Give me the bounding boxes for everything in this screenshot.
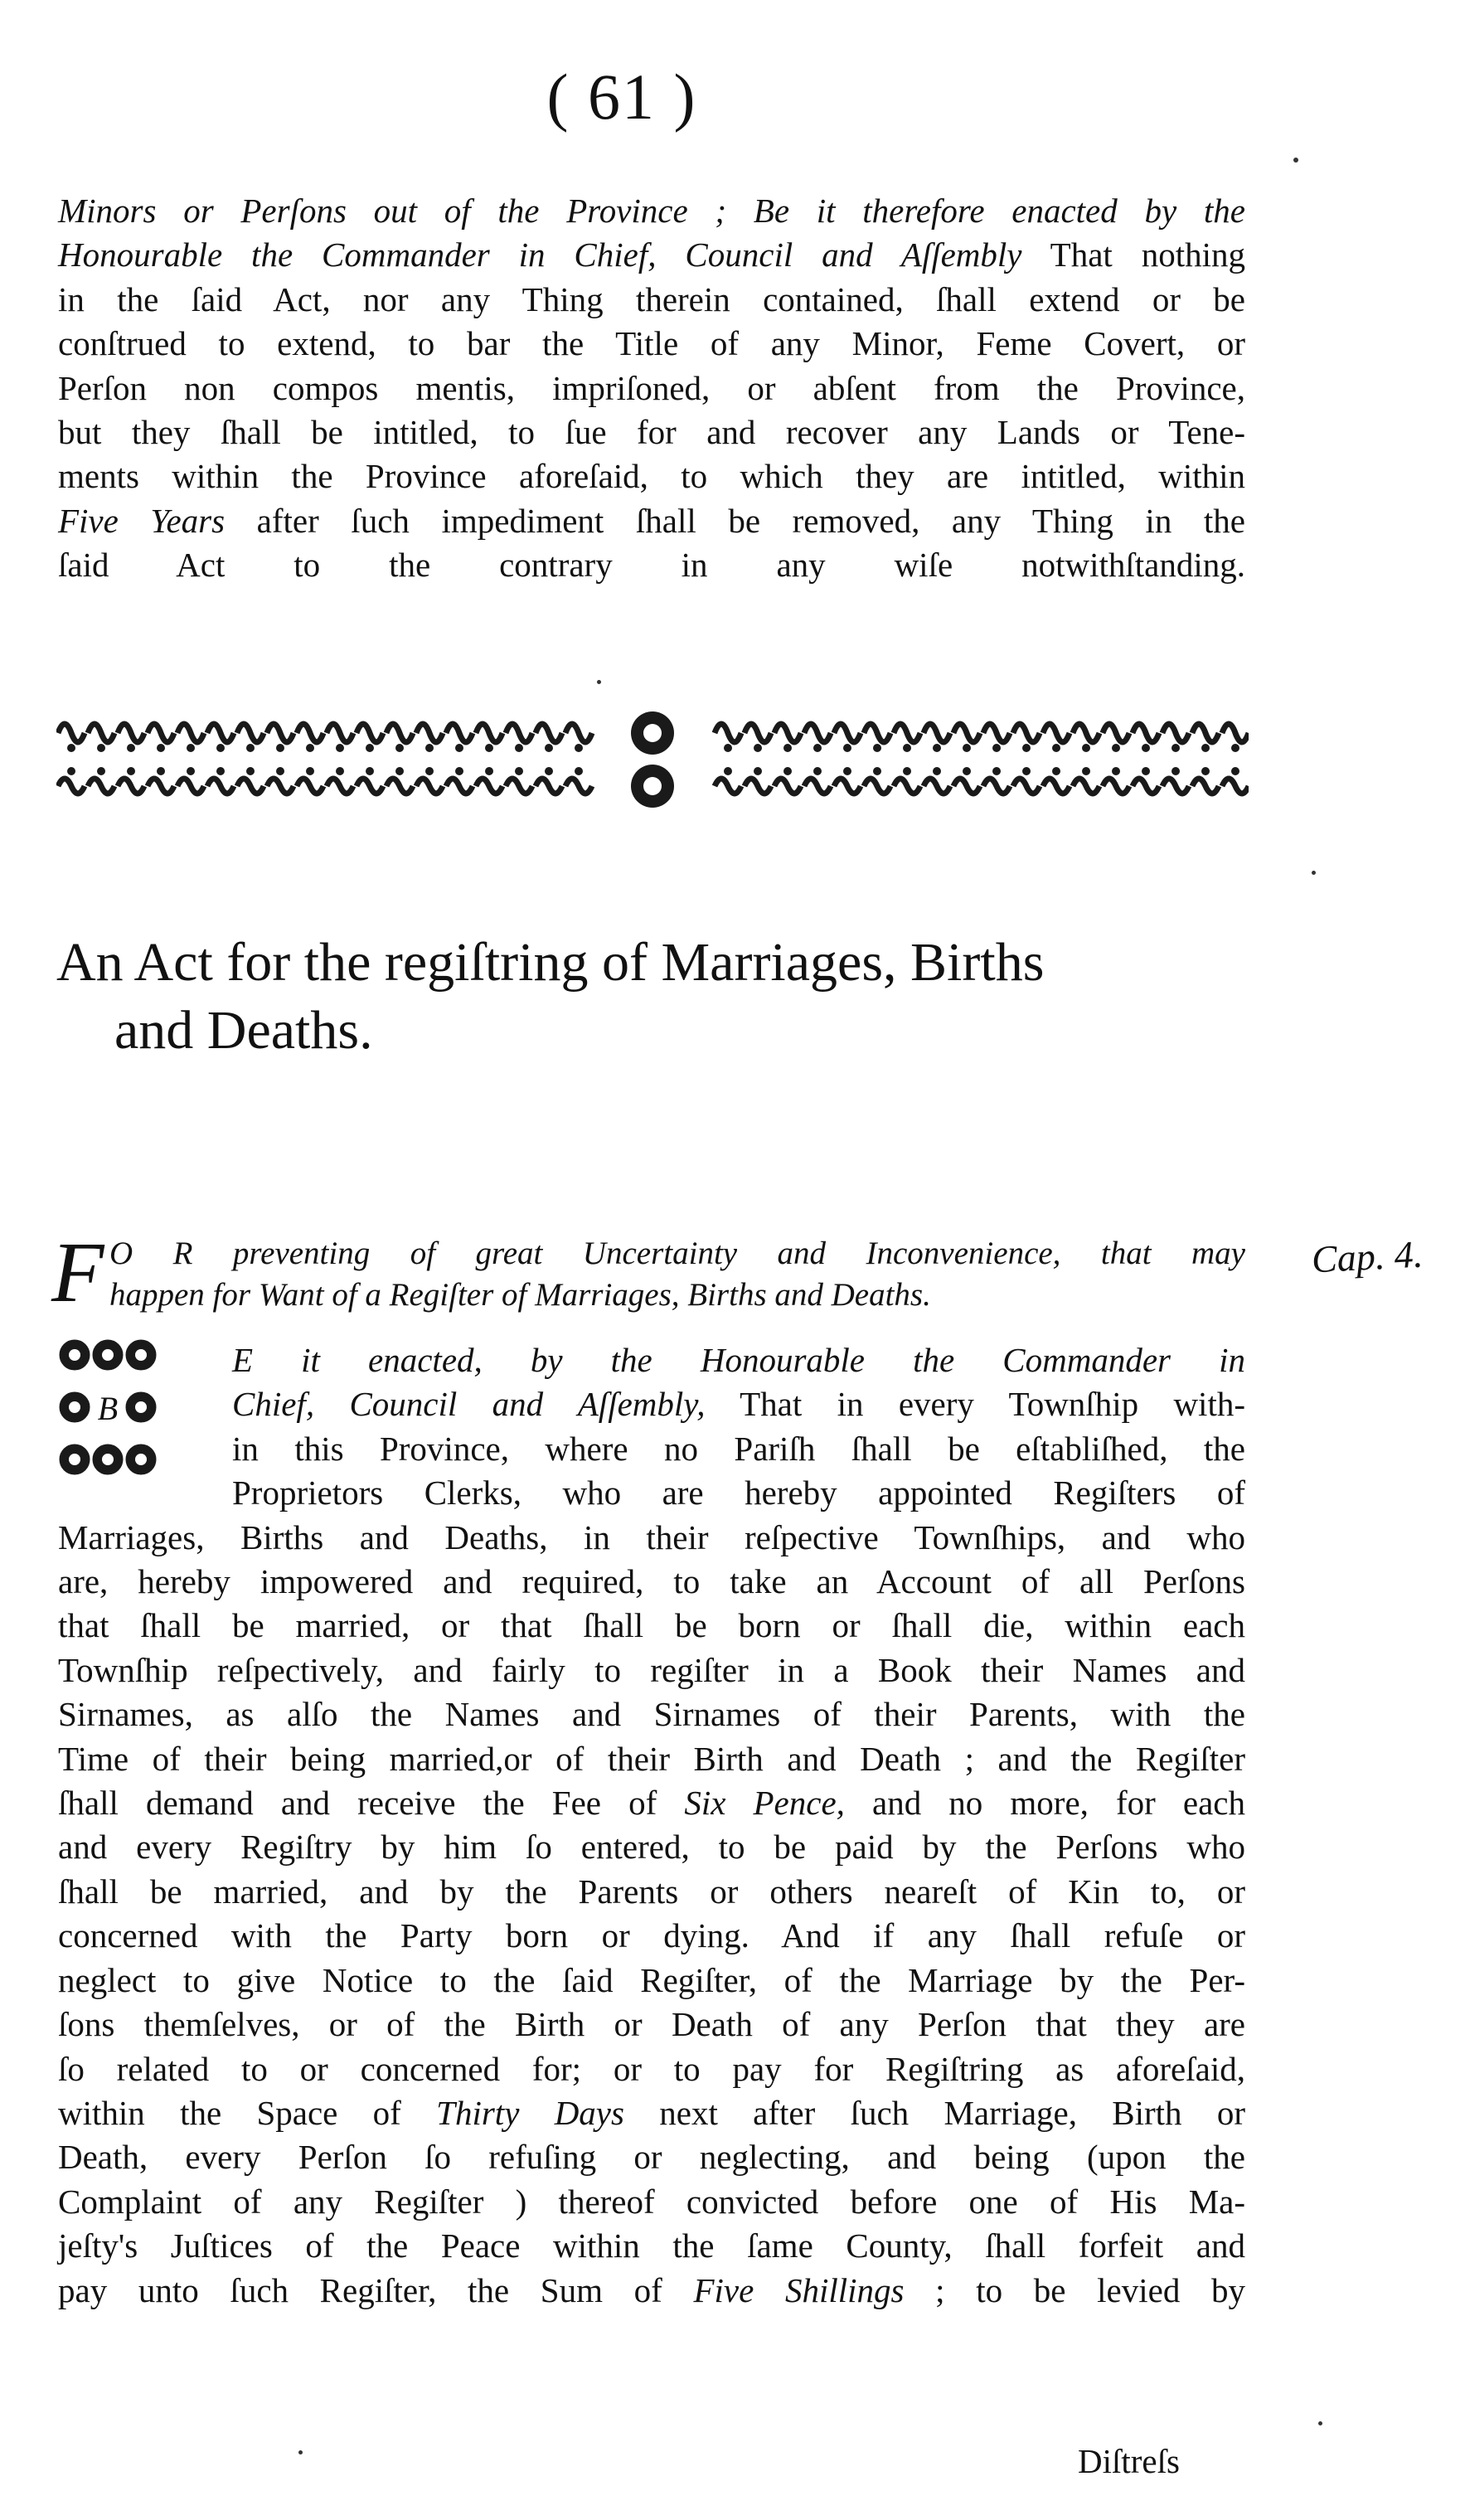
text-line [58, 367, 1245, 410]
ornament-dot [1082, 744, 1090, 752]
text-line [58, 1427, 1245, 1471]
preamble-line-1: O R preventing of great Uncertainty and Inconvenience, that may [109, 1236, 1245, 1271]
ornament-scroll [1073, 724, 1099, 742]
ornament-dot [67, 767, 75, 775]
text-line [58, 233, 1245, 277]
text-run: pay unto ſuch Regiſter, the Sum of [58, 2270, 694, 2309]
ornament-dot [992, 767, 1001, 775]
text-run: Five Shillings [693, 2270, 905, 2309]
text-run: jeſty's Juſtices of the Peace within the ſame County, ſhall forfeit and [58, 2226, 1245, 2265]
text-line [58, 278, 1245, 322]
ornament-dot [276, 744, 284, 752]
enacting-initial: B [97, 1390, 119, 1427]
text-run: in the ſaid Act, nor any Thing therein contained, ſhall extend or be [58, 279, 1245, 318]
ornament-dot [754, 744, 762, 752]
ink-speck [1312, 871, 1316, 875]
ornament-scroll [416, 724, 443, 742]
text-run: concerned with the Party born or dying. And if any ſhall refuſe or [58, 1916, 1245, 1955]
ornament-scroll [894, 724, 920, 742]
ornament-dot [216, 744, 225, 752]
text-line [58, 2047, 1245, 2091]
ornament-scroll [745, 724, 771, 742]
ornament-dot [1201, 744, 1210, 752]
ornament-center-eye [643, 724, 662, 742]
ornament-dot [455, 767, 463, 775]
ornament-scroll [267, 779, 293, 794]
ornament-dot [843, 767, 851, 775]
ornament-dot [127, 744, 135, 752]
ornament-scroll [58, 724, 85, 742]
text-run: ments within the Province aforeſaid, to which they are intitled, within [58, 457, 1245, 496]
ornament-scroll [357, 724, 383, 742]
margin-note: Cap. 4. [1310, 1232, 1424, 1281]
catchword: Diſtreſs [1078, 2442, 1180, 2480]
text-line [58, 1516, 1245, 1560]
ornament-dot [843, 744, 851, 752]
text-run: Marriages, Births and Deaths, in their reſpective Townſhips, and who [58, 1517, 1245, 1556]
ornament-scroll [834, 724, 861, 742]
ornament-dot [336, 767, 344, 775]
ornament-scroll [1222, 724, 1249, 742]
ornament-dot [873, 744, 881, 752]
ornament-scroll [715, 724, 741, 742]
ornament-scroll [924, 724, 950, 742]
ornament-scroll [953, 724, 980, 742]
ornament-scroll [565, 779, 592, 794]
ornament-dot [724, 767, 732, 775]
text-run: Complaint of any Regiſter ) thereof convicted before one of His Ma- [58, 2182, 1245, 2221]
ornament-dot [903, 744, 911, 752]
text-line [58, 1781, 1245, 1825]
ornament-scroll [565, 724, 592, 742]
text-line [58, 2135, 1245, 2179]
ink-speck [298, 2450, 303, 2454]
ornament-dot [67, 744, 75, 752]
ornament-dot [1082, 767, 1090, 775]
ornament-dot [1201, 767, 1210, 775]
text-line [58, 543, 1245, 587]
text-run: are, hereby impowered and required, to take an Account of all Perſons [58, 1562, 1245, 1601]
ornament-dot [425, 744, 434, 752]
text-run: Five Years [58, 501, 226, 540]
text-run: Chief, Council and Aſſembly, [232, 1385, 706, 1424]
text-run: next after ſuch Marriage, Birth or [623, 2093, 1246, 2132]
preamble-line-2: happen for Want of a Regiſter of Marriages, Births and Deaths. [109, 1277, 931, 1313]
text-run: Death, every Perſon ſo refuſing or neglecting, and being (upon the [58, 2138, 1245, 2177]
ornament-scroll [1103, 779, 1129, 794]
ornament-dot [575, 767, 583, 775]
ornament-dot [724, 744, 732, 752]
ornament-scroll [1192, 779, 1219, 794]
text-line [58, 1914, 1245, 1958]
ornament-dot [246, 744, 255, 752]
ink-speck [1293, 158, 1298, 163]
text-run: and no more, for each [844, 1784, 1245, 1823]
preamble [51, 1225, 1245, 1320]
ornament-dot [187, 744, 195, 752]
ornament-dot [485, 767, 493, 775]
ornament-dot [575, 744, 583, 752]
ornament-scroll [476, 779, 502, 794]
text-line [58, 189, 1245, 233]
printers-ornament-band [56, 706, 1249, 813]
ornament-dot [485, 744, 493, 752]
ornament-scroll [446, 724, 473, 742]
ornament-dot [992, 744, 1001, 752]
text-run: after ſuch impediment ſhall be removed, any Thing in the [225, 501, 1245, 540]
ornament-dot [1172, 767, 1180, 775]
ornament-scroll [237, 779, 264, 794]
ornament-dot [1052, 767, 1060, 775]
ink-speck [1318, 2421, 1322, 2425]
text-run: and every Regiſtry by him ſo entered, to be paid by the Perſons who [58, 1828, 1245, 1867]
text-line [58, 2003, 1245, 2047]
ornament-dot [455, 744, 463, 752]
ornament-dot [1172, 744, 1180, 752]
text-run: in this Province, where no Pariſh ſhall be eſtabliſhed, the [232, 1429, 1245, 1468]
text-run: Sirnames, as alſo the Names and Sirnames of their Parents, with the [58, 1695, 1245, 1734]
ornament-scroll [953, 779, 980, 794]
text-run: but they ſhall be intitled, to ſue for and recover any Lands or Tene- [58, 413, 1245, 452]
ornament-dot [276, 767, 284, 775]
text-run: That nothing [1021, 235, 1245, 274]
ornament-dot [97, 767, 105, 775]
text-run: ſhall demand and receive the Fee of [58, 1784, 685, 1823]
text-run: E it enacted, by the Honourable the Commander in [232, 1341, 1245, 1379]
text-line [58, 1560, 1245, 1604]
ornament-scroll [774, 724, 801, 742]
ornament-dot [1231, 744, 1239, 752]
text-run: ſhall be married, and by the Parents or others neareſt of Kin to, or [58, 1872, 1245, 1911]
text-run: ſaid Act to the contrary in any wiſe notwithſtanding. [58, 546, 1245, 585]
ornament-scroll [506, 724, 532, 742]
ornament-scroll [327, 779, 353, 794]
ornament-dot [336, 744, 344, 752]
ornament-scroll [386, 724, 413, 742]
text-run: ; to be levied by [904, 2270, 1245, 2309]
ornament-scroll [864, 724, 890, 742]
ornament-scroll [1043, 779, 1070, 794]
ornament-dot [97, 744, 105, 752]
text-line [58, 1604, 1245, 1648]
ornament-graphic [56, 706, 1249, 813]
ornament-dot [963, 744, 971, 752]
preamble-initial: F [51, 1225, 104, 1320]
ornament-dot [963, 767, 971, 775]
text-run: Time of their being married,or of their Birth and Death ; and the Regiſter [58, 1739, 1245, 1778]
ornament-dot [1231, 767, 1239, 775]
text-line [58, 1737, 1245, 1781]
ornament-dot [1052, 744, 1060, 752]
text-line [58, 1870, 1245, 1914]
ornament-scroll [983, 724, 1010, 742]
ornament-scroll [1192, 724, 1219, 742]
ornament-scroll [237, 724, 264, 742]
text-line [58, 1825, 1245, 1869]
text-run: Thirty Days [436, 2093, 624, 2132]
text-line [58, 1692, 1245, 1736]
text-line [58, 322, 1245, 366]
text-run: Honourable the Commander in Chief, Council and Aſſembly [58, 235, 1022, 274]
ornament-scroll [327, 724, 353, 742]
ornament-dot [545, 744, 553, 752]
ornament-dot [545, 767, 553, 775]
text-line [58, 1471, 1245, 1515]
ornament-scroll [207, 724, 234, 742]
ornament-dot [515, 744, 523, 752]
text-run: neglect to give Notice to the ſaid Regiſter, of the Marriage by the Per- [58, 1960, 1245, 1999]
ornament-dot [813, 744, 822, 752]
ornament-dot [813, 767, 822, 775]
text-line [58, 2269, 1245, 2313]
act-title-line-1: An Act for the regiſtring of Marriages, Births [56, 932, 1045, 993]
text-run: That in every Townſhip with- [705, 1385, 1245, 1424]
ornament-scroll [1162, 724, 1189, 742]
ornament-scroll [1073, 779, 1099, 794]
act-title [56, 929, 1300, 1065]
ornament-scroll [1162, 779, 1189, 794]
ornament-dot [425, 767, 434, 775]
text-run: ſo related to or concerned for; or to pay for Regiſtring as aforeſaid, [58, 2049, 1245, 2088]
ornament-scroll [506, 779, 532, 794]
ink-speck [597, 680, 601, 684]
ornament-scroll [297, 779, 323, 794]
ornament-scroll [536, 779, 562, 794]
ornament-scroll [745, 779, 771, 794]
text-run: Proprietors Clerks, who are hereby appointed Regiſters of [232, 1474, 1245, 1512]
text-line [58, 1648, 1245, 1692]
text-line [58, 2224, 1245, 2268]
ornament-dot [783, 744, 792, 752]
text-run: Six Pence, [684, 1784, 845, 1823]
ornament-dot [216, 767, 225, 775]
ornament-scroll [476, 724, 502, 742]
ornament-dot [903, 767, 911, 775]
text-line [58, 1338, 1245, 1382]
ornament-scroll [804, 724, 831, 742]
text-run: that ſhall be married, or that ſhall be born or ſhall die, within each [58, 1606, 1245, 1645]
ornament-dot [127, 767, 135, 775]
ornament-scroll [416, 779, 443, 794]
ornament-scroll [148, 724, 174, 742]
ornament-scroll [1133, 724, 1159, 742]
ornament-dot [1022, 744, 1031, 752]
ornament-dot [933, 744, 941, 752]
text-line [58, 2091, 1245, 2135]
ornament-scroll [1013, 724, 1040, 742]
ornament-dot [157, 767, 165, 775]
text-line [58, 410, 1245, 454]
ornament-dot [873, 767, 881, 775]
ornament-scroll [536, 724, 562, 742]
text-run: ſons themſelves, or of the Birth or Death of any Perſon that they are [58, 2005, 1245, 2044]
ornament-scroll [88, 779, 114, 794]
ornament-scroll [1013, 779, 1040, 794]
ornament-scroll [834, 779, 861, 794]
ornament-dot [366, 744, 374, 752]
text-line [58, 454, 1245, 498]
ornament-scroll [894, 779, 920, 794]
ornament-scroll [715, 779, 741, 794]
ornament-scroll [1043, 724, 1070, 742]
text-run: Minors or Perſons out of the Province ; Be it therefore enacted by the [58, 192, 1245, 230]
ornament-scroll [357, 779, 383, 794]
ornament-scroll [446, 779, 473, 794]
ornament-dot [187, 767, 195, 775]
act-title-line-2: and Deaths. [114, 1000, 373, 1061]
ornament-scroll [207, 779, 234, 794]
ornament-scroll [58, 779, 85, 794]
ornament-dot [754, 767, 762, 775]
ornament-scroll [924, 779, 950, 794]
ornament-dot [783, 767, 792, 775]
ornament-dot [157, 744, 165, 752]
ornament-center-eye [643, 777, 662, 795]
ornament-dot [1022, 767, 1031, 775]
text-line [58, 2180, 1245, 2224]
ornament-scroll [118, 724, 144, 742]
enacting-paragraph [58, 1338, 1245, 2313]
ornament-scroll [983, 779, 1010, 794]
ornament-dot [395, 767, 404, 775]
text-run: Townſhip reſpectively, and fairly to regiſter in a Book their Names and [58, 1650, 1245, 1689]
ornament-scroll [774, 779, 801, 794]
ornament-scroll [148, 779, 174, 794]
ornament-scroll [177, 724, 204, 742]
ornament-scroll [804, 779, 831, 794]
ornament-dot [246, 767, 255, 775]
text-run: Perſon non compos mentis, impriſoned, or abſent from the Province, [58, 368, 1245, 407]
ornament-scroll [864, 779, 890, 794]
ornament-scroll [386, 779, 413, 794]
top-paragraph [58, 189, 1245, 588]
ornament-scroll [118, 779, 144, 794]
ornament-dot [306, 767, 314, 775]
ornament-dot [395, 744, 404, 752]
ornament-dot [306, 744, 314, 752]
text-run: conſtrued to extend, to bar the Title of any Minor, Feme Covert, or [58, 324, 1245, 363]
ornament-dot [933, 767, 941, 775]
ornament-dot [515, 767, 523, 775]
ornament-scroll [177, 779, 204, 794]
ornament-dot [1142, 767, 1150, 775]
text-run: within the Space of [58, 2093, 437, 2132]
ornament-dot [1112, 767, 1120, 775]
ornament-dot [1142, 744, 1150, 752]
ornament-dot [366, 767, 374, 775]
text-line [58, 1959, 1245, 2003]
page-number: ( 61 ) [546, 61, 697, 133]
text-line [58, 499, 1245, 543]
ornament-scroll [297, 724, 323, 742]
ornament-scroll [267, 724, 293, 742]
text-line [58, 1382, 1245, 1426]
ornament-dot [1112, 744, 1120, 752]
ornament-scroll [88, 724, 114, 742]
ornament-scroll [1133, 779, 1159, 794]
ornament-scroll [1103, 724, 1129, 742]
ornament-scroll [1222, 779, 1249, 794]
